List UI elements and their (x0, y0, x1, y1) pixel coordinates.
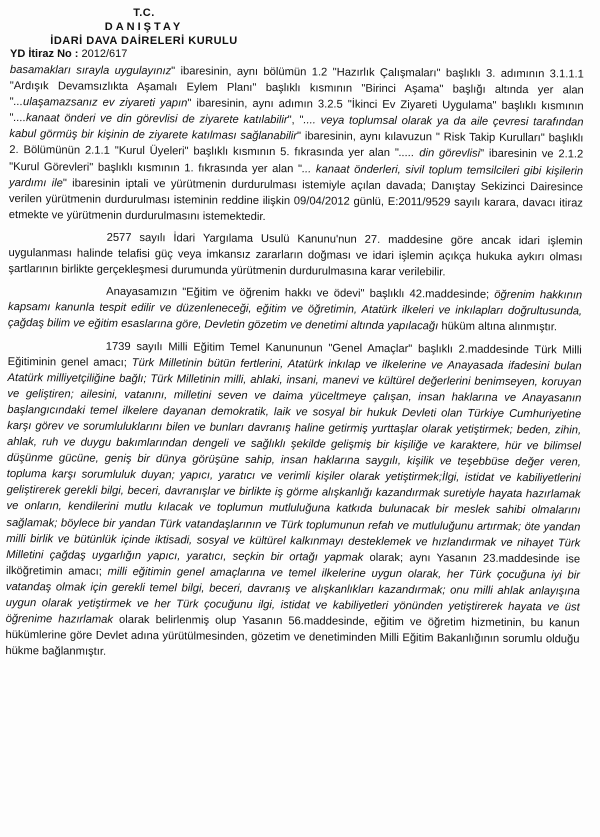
quoted-text: ..... din görevlisi (398, 147, 481, 161)
document-header (24, 6, 264, 48)
text-segment: olarak; aynı Yasanın 23.maddesinde ise ilköğretimin amacı; (5, 551, 581, 578)
quoted-text: milli eğitimin genel amaçlarına ve temel ilkelerine uygun olarak, her Türk çocuğuna iyi bir vatandaş olmak için gerekli temel bilgi, beceri, davranış ve alışkanlıkları kazandırmak; onu milli ahlak anlayışına uygun olarak yetiştirmek ve her Türk çocuğunu ilgi, istidat ve kabiliyetleri yönünden yetiştirerek hayata ve üst öğrenime hazırlamak (5, 565, 581, 626)
text-segment: olarak belirlenmiş olup Yasanın 56.maddesinde, eğitim ve öğretim hizmetinin, bu kanun hükümlerine göre Devlet adına yürütülmesinden, gözetim ve denetiminden Milli Eğitim Bakanlığının sorumlu olduğu hükme bağlanmıştır. (5, 613, 580, 659)
document-body (5, 62, 584, 670)
quoted-text: ...ulaşamazsanız ev ziyareti yapın (13, 96, 188, 110)
header-court: DANIŞTAY (104, 21, 184, 33)
text-segment: 1739 sayılı Milli Eğitim Temel Kanununun "Genel Amaçlar" başlıklı 2.maddesinde Türk Milli Eğitiminin genel amacı; (7, 340, 582, 369)
text-segment: 2577 sayılı İdari Yargılama Usulü Kanunu'nun 27. maddesine göre ancak idari işlemin uygulanması halinde telafisi güç veya imkansız zararların doğması ve idari işlemin açıkça hukuka aykırı olması şartlarının birlikte gerçekleşmesi durumunda yürütmenin durdurulmasına karar verilebilir. (8, 231, 583, 279)
quoted-text: öğrenim hakkının kapsamı kanunla tespit edilir ve düzenleneceği, eğitim ve öğretimin, Atatürk ilkeleri ve inkılapları doğrultusunda, çağdaş bilim ve eğitim esaslarına göre, Devletin gözetim ve denetimi altında yapılacağı (7, 289, 583, 333)
paragraph (5, 337, 582, 663)
paragraph (8, 229, 582, 282)
text-segment: " ibaresinin, aynı bölümün 1.2 "Hazırlık Çalışmaları" başlıklı 3. adımının 3.1.1.1 "Ardışık Devamsızlıkta Aşamalı Eylem Planı" başlıklı kısmının "Birinci Aşama" başlığı altında yer alan " (9, 65, 584, 109)
quoted-text: ....kanaat önderi ve din görevlisi de ziyarete katılabilir (13, 112, 288, 127)
paragraph (9, 62, 584, 227)
text-segment: " ibaresinin, aynı kılavuzun " Risk Takip Kurulları" başlıklı 2. Bölümünün 2.1.1 "Kurul Üyeleri" başlıklı kısmının 5. fıkrasında yer alan " (9, 130, 584, 160)
header-board: İDARİ DAVA DAİRELERİ KURULU (50, 35, 238, 47)
quoted-text: basamakları sırayla uygulayınız (9, 63, 172, 78)
paragraph (8, 283, 582, 336)
file-number (10, 48, 127, 61)
text-segment: " ibaresinin, aynı adımın 3.2.5 "İkinci Ev Ziyareti Uygulama" başlıklı kısmının " (9, 97, 584, 125)
quoted-text: Türk Milletinin bütün fertlerini, Atatürk inkılap ve ilkelerine ve Anayasada ifadesini bulan Atatürk milliyetçiliğine bağlı; Türk Milletinin milli, ahlaki, insani, manevi ve kültürel değerlerini benimseyen, koruyan ve geliştiren; ailesini, vatanını, milletini seven ve daima yüceltmeye çalışan, insan haklarına ve Anayasanın başlangıcındaki temel ilkelere dayanan demokratik, laik ve sosyal bir hukuk Devleti olan Türkiye Cumhuriyetine karşı görev ve sorumluluklarını bilen ve bunları davranış haline getirmiş yurttaşlar olarak yetiştirmek; beden, zihin, ahlak, ruh ve duygu bakımlarından dengeli ve sağlıklı şekilde gelişmiş bir kişiliğe ve karaktere, hür ve bilimsel düşünme gücüne, geniş bir dünya görüşüne sahip, insan haklarına saygılı, kişilik ve teşebbüse değer veren, topluma karşı sorumluluk duyan; yapıcı, yaratıcı ve verimli kişiler olarak yetiştirmek;İlgi, istidat ve kabiliyetlerini geliştirerek gerekli bilgi, beceri, davranışlar ve birlikte iş görme alışkanlığı kazandırmak suretiyle hayata hazırlamak ve onların, kendilerini mutlu kılacak ve toplumun mutluluğuna katkıda bulunacak bir meslek sahibi olmalarını sağlamak; böylece bir yandan Türk vatandaşlarının ve Türk toplumunun refah ve mutluluğunu artırmak; öte yandan milli birlik ve bütünlük içinde iktisadi, sosyal ve kültürel kalkınmayı desteklemek ve hızlandırmak ve nihayet Türk Milletini çağdaş uygarlığın yapıcı, yaratıcı, seçkin bir ortağı yapmak (6, 356, 582, 564)
text-segment: hüküm altına alınmıştır. (438, 320, 558, 334)
file-number-value: 2012/617 (81, 48, 128, 60)
quoted-text: .... veya toplumsal olarak ya da aile çevresi tarafından kabul görmüş bir kişinin de ziyarete katılması sağlanabilir (9, 114, 584, 143)
file-number-label: YD İtiraz No : (10, 48, 79, 60)
quoted-text: ... kanaat önderleri, sivil toplum temsilcileri gibi kişilerin yardımı ile (9, 162, 584, 190)
text-segment: ", " (287, 114, 304, 127)
text-segment: Anayasamızın "Eğitim ve öğrenim hakkı ve ödevi" başlıklı 42.maddesinde; (106, 285, 495, 302)
header-country: T.C. (133, 7, 155, 19)
text-segment: " ibaresinin ve 2.1.2 "Kurul Görevleri" başlıklı kısmının 1. fıkrasında yer alan " (9, 148, 584, 175)
text-segment: " ibaresinin iptali ve yürütmenin durdurulması istemiyle açılan davada; Danıştay Sekizinci Dairesince verilen yürütmenin durdurulması isteminin reddine ilişkin 09/04/2012 günlü, E:2011/9529 sayılı karara, davacı itiraz etmekte ve yürütmenin durdurulmasını istemektedir. (8, 177, 584, 223)
